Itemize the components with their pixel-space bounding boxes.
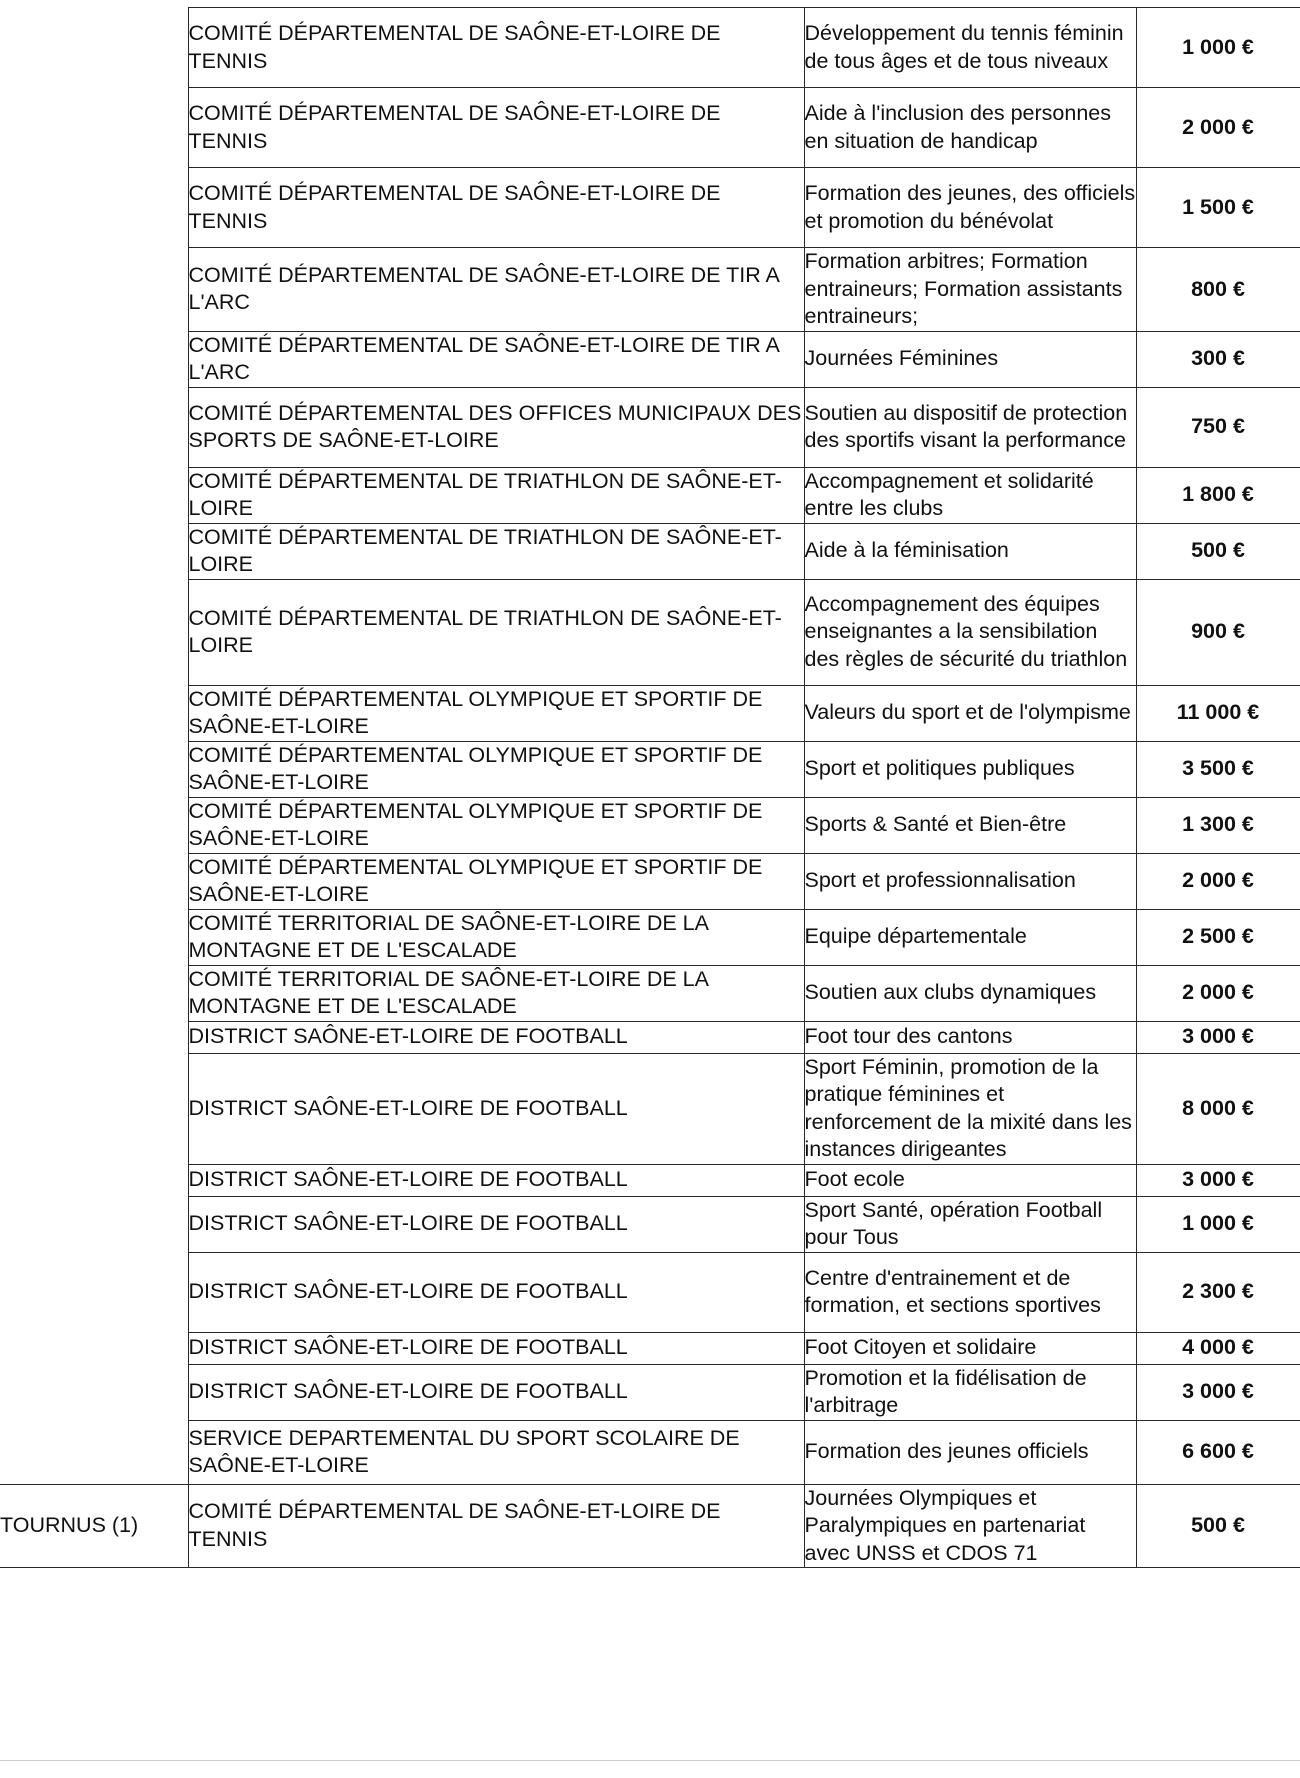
action-cell: Sport et politiques publiques [804,741,1136,797]
action-cell: Sport et professionnalisation [804,853,1136,909]
table-row [0,965,1300,1021]
table-row [0,1484,1300,1568]
amount-cell: 2 000 € [1136,965,1300,1021]
table-row [0,1053,1300,1164]
amount-cell: 1 800 € [1136,467,1300,523]
organization-cell: COMITÉ TERRITORIAL DE SAÔNE-ET-LOIRE DE LA MONTAGNE ET DE L'ESCALADE [188,909,804,965]
commune-cell [0,1332,188,1364]
amount-cell: 3 000 € [1136,1021,1300,1053]
organization-cell: SERVICE DEPARTEMENTAL DU SPORT SCOLAIRE DE SAÔNE-ET-LOIRE [188,1420,804,1484]
table-row [0,1364,1300,1420]
action-cell: Formation des jeunes, des officiels et promotion du bénévolat [804,168,1136,248]
table-row [0,1196,1300,1252]
amount-cell: 2 500 € [1136,909,1300,965]
action-cell: Journées Féminines [804,331,1136,387]
amount-cell: 11 000 € [1136,685,1300,741]
amount-cell: 3 000 € [1136,1364,1300,1420]
amount-cell: 2 000 € [1136,88,1300,168]
action-cell: Foot ecole [804,1164,1136,1196]
action-cell: Accompagnement et solidarité entre les clubs [804,467,1136,523]
table-row [0,1164,1300,1196]
table-row [0,331,1300,387]
commune-cell [0,1196,188,1252]
table-row [0,853,1300,909]
amount-cell: 300 € [1136,331,1300,387]
action-cell: Foot tour des cantons [804,1021,1136,1053]
action-cell: Accompagnement des équipes enseignantes a la sensibilation des règles de sécurité du triathlon [804,579,1136,685]
commune-cell [0,853,188,909]
organization-cell: COMITÉ DÉPARTEMENTAL DE TRIATHLON DE SAÔNE-ET-LOIRE [188,467,804,523]
action-cell: Centre d'entrainement et de formation, et sections sportives [804,1252,1136,1332]
commune-cell [0,248,188,332]
table-row [0,1021,1300,1053]
table-row [0,467,1300,523]
action-cell: Soutien au dispositif de protection des sportifs visant la performance [804,387,1136,467]
amount-cell: 2 300 € [1136,1252,1300,1332]
table-row [0,168,1300,248]
organization-cell: DISTRICT SAÔNE-ET-LOIRE DE FOOTBALL [188,1364,804,1420]
amount-cell: 1 000 € [1136,8,1300,88]
subsidy-table [0,7,1300,1568]
commune-cell [0,1021,188,1053]
table-row [0,8,1300,88]
action-cell: Développement du tennis féminin de tous âges et de tous niveaux [804,8,1136,88]
organization-cell: DISTRICT SAÔNE-ET-LOIRE DE FOOTBALL [188,1252,804,1332]
commune-cell [0,685,188,741]
amount-cell: 1 500 € [1136,168,1300,248]
organization-cell: COMITÉ DÉPARTEMENTAL OLYMPIQUE ET SPORTIF DE SAÔNE-ET-LOIRE [188,685,804,741]
commune-cell [0,579,188,685]
organization-cell: COMITÉ DÉPARTEMENTAL DE SAÔNE-ET-LOIRE DE TENNIS [188,168,804,248]
commune-cell [0,168,188,248]
amount-cell: 2 000 € [1136,853,1300,909]
organization-cell: DISTRICT SAÔNE-ET-LOIRE DE FOOTBALL [188,1053,804,1164]
page-bottom-divider [0,1760,1300,1761]
organization-cell: DISTRICT SAÔNE-ET-LOIRE DE FOOTBALL [188,1196,804,1252]
action-cell: Formation arbitres; Formation entraineurs; Formation assistants entraineurs; [804,248,1136,332]
action-cell: Sport Santé, opération Football pour Tous [804,1196,1136,1252]
organization-cell: COMITÉ DÉPARTEMENTAL DE TRIATHLON DE SAÔNE-ET-LOIRE [188,523,804,579]
table-row [0,741,1300,797]
amount-cell: 6 600 € [1136,1420,1300,1484]
action-cell: Aide à l'inclusion des personnes en situation de handicap [804,88,1136,168]
commune-cell [0,467,188,523]
table-row [0,88,1300,168]
organization-cell: DISTRICT SAÔNE-ET-LOIRE DE FOOTBALL [188,1332,804,1364]
action-cell: Formation des jeunes officiels [804,1420,1136,1484]
amount-cell: 1 300 € [1136,797,1300,853]
table-row [0,523,1300,579]
commune-cell [0,909,188,965]
organization-cell: COMITÉ DÉPARTEMENTAL OLYMPIQUE ET SPORTIF DE SAÔNE-ET-LOIRE [188,741,804,797]
table-row [0,1420,1300,1484]
organization-cell: COMITÉ TERRITORIAL DE SAÔNE-ET-LOIRE DE LA MONTAGNE ET DE L'ESCALADE [188,965,804,1021]
commune-cell [0,1364,188,1420]
commune-cell [0,523,188,579]
action-cell: Sport Féminin, promotion de la pratique féminines et renforcement de la mixité dans les instances dirigeantes [804,1053,1136,1164]
organization-cell: DISTRICT SAÔNE-ET-LOIRE DE FOOTBALL [188,1164,804,1196]
table-row [0,579,1300,685]
action-cell: Promotion et la fidélisation de l'arbitrage [804,1364,1136,1420]
commune-cell [0,741,188,797]
action-cell: Foot Citoyen et solidaire [804,1332,1136,1364]
subsidy-table-body [0,8,1300,1568]
organization-cell: COMITÉ DÉPARTEMENTAL DES OFFICES MUNICIPAUX DES SPORTS DE SAÔNE-ET-LOIRE [188,387,804,467]
table-row [0,1332,1300,1364]
action-cell: Journées Olympiques et Paralympiques en partenariat avec UNSS et CDOS 71 [804,1484,1136,1568]
action-cell: Sports & Santé et Bien-être [804,797,1136,853]
commune-cell [0,8,188,88]
table-row [0,797,1300,853]
amount-cell: 1 000 € [1136,1196,1300,1252]
commune-cell [0,797,188,853]
amount-cell: 3 500 € [1136,741,1300,797]
table-row [0,1252,1300,1332]
amount-cell: 500 € [1136,1484,1300,1568]
action-cell: Soutien aux clubs dynamiques [804,965,1136,1021]
commune-cell [0,1420,188,1484]
commune-cell: TOURNUS (1) [0,1484,188,1568]
organization-cell: DISTRICT SAÔNE-ET-LOIRE DE FOOTBALL [188,1021,804,1053]
commune-cell [0,965,188,1021]
organization-cell: COMITÉ DÉPARTEMENTAL OLYMPIQUE ET SPORTIF DE SAÔNE-ET-LOIRE [188,853,804,909]
table-row [0,248,1300,332]
commune-cell [0,387,188,467]
action-cell: Aide à la féminisation [804,523,1136,579]
table-row [0,685,1300,741]
amount-cell: 8 000 € [1136,1053,1300,1164]
action-cell: Equipe départementale [804,909,1136,965]
organization-cell: COMITÉ DÉPARTEMENTAL OLYMPIQUE ET SPORTIF DE SAÔNE-ET-LOIRE [188,797,804,853]
organization-cell: COMITÉ DÉPARTEMENTAL DE SAÔNE-ET-LOIRE DE TENNIS [188,88,804,168]
organization-cell: COMITÉ DÉPARTEMENTAL DE TRIATHLON DE SAÔNE-ET-LOIRE [188,579,804,685]
amount-cell: 800 € [1136,248,1300,332]
amount-cell: 500 € [1136,523,1300,579]
commune-cell [0,88,188,168]
organization-cell: COMITÉ DÉPARTEMENTAL DE SAÔNE-ET-LOIRE DE TIR A L'ARC [188,331,804,387]
table-row [0,909,1300,965]
action-cell: Valeurs du sport et de l'olympisme [804,685,1136,741]
table-row [0,387,1300,467]
organization-cell: COMITÉ DÉPARTEMENTAL DE SAÔNE-ET-LOIRE DE TENNIS [188,8,804,88]
commune-cell [0,1053,188,1164]
amount-cell: 3 000 € [1136,1164,1300,1196]
organization-cell: COMITÉ DÉPARTEMENTAL DE SAÔNE-ET-LOIRE DE TIR A L'ARC [188,248,804,332]
commune-cell [0,1164,188,1196]
commune-cell [0,1252,188,1332]
organization-cell: COMITÉ DÉPARTEMENTAL DE SAÔNE-ET-LOIRE DE TENNIS [188,1484,804,1568]
amount-cell: 4 000 € [1136,1332,1300,1364]
commune-cell [0,331,188,387]
amount-cell: 750 € [1136,387,1300,467]
amount-cell: 900 € [1136,579,1300,685]
